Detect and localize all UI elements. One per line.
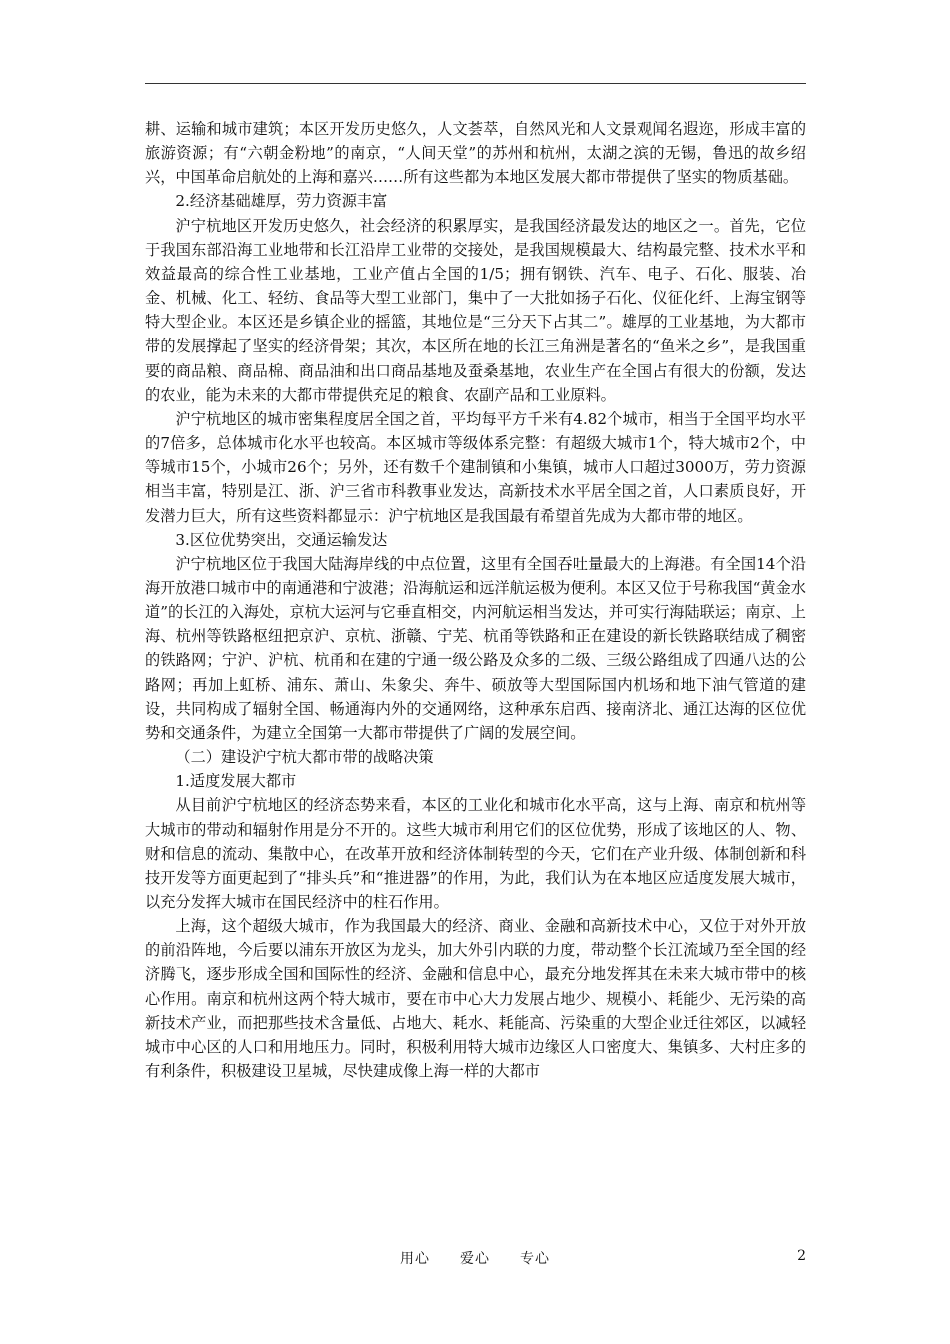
paragraph-shanghai: 上海，这个超级大城市，作为我国最大的经济、商业、金融和高新技术中心，又位于对外开放的前沿阵地，今后要以浦东开放区为龙头，加大外引内联的力度，带动整个长江流域乃至全国的经济腾飞，逐步形成全国和国际性的经济、金融和信息中心，最充分地发挥其在未来大城市带中的核心作用。南京和杭州这两个特大城市，要在市中心大力发展占地少、规模小、耗能少、无污染的高新技术产业，而把那些技术含量低、占地大、耗水、耗能高、污染重的大型企业迁往郊区，以减轻城市中心区的人口和用地压力。同时，积极利用特大城市边缘区人口密度大、集镇多、大村庄多的有利条件，积极建设卫星城，尽快建成像上海一样的大都市 bbox=[145, 917, 806, 1081]
paragraph-economy: 沪宁杭地区开发历史悠久，社会经济的积累厚实，是我国经济最发达的地区之一。首先，它位于我国东部沿海工业地带和长江沿岸工业带的交接处，是我国规模最大、结构最完整、技术水平和效益最高的综合性工业基地，工业产值占全国的1/5；拥有钢铁、汽车、电子、石化、服装、冶金、机械、化工、轻纺、食品等大型工业部门，集中了一大批如扬子石化、仪征化纤、上海宝钢等特大型企业。本区还是乡镇企业的摇篮，其地位是“三分天下占其二”。雄厚的工业基地，为大都市带的发展撑起了坚实的经济骨架；其次，本区所在地的长江三角洲是著名的“鱼米之乡”，是我国重要的商品粮、商品棉、商品油和出口商品基地及蚕桑基地，农业生产在全国占有很大的份额，发达的农业，能为未来的大都市带提供充足的粮食、农副产品和工业原料。 bbox=[145, 216, 806, 404]
subsection-heading-metropolis: 1.适度发展大都市 bbox=[175, 772, 297, 791]
section-heading-strategy: （二）建设沪宁杭大都市带的战略决策 bbox=[175, 748, 434, 767]
paragraph-continuation: 耕、运输和城市建筑；本区开发历史悠久，人文荟萃，自然风光和人文景观闻名遐迩，形成丰富的旅游资源；有“六朝金粉地”的南京，“人间天堂”的苏州和杭州，太湖之滨的无锡，鲁迅的故乡绍兴，中国革命启航处的上海和嘉兴……所有这些都为本地区发展大都市带提供了坚实的物质基础。 bbox=[145, 120, 806, 187]
paragraph-transport: 沪宁杭地区位于我国大陆海岸线的中点位置，这里有全国吞吐量最大的上海港。有全国14个沿海开放港口城市中的南通港和宁波港；沿海航运和远洋航运极为便利。本区又位于号称我国“黄金水道”的长江的入海处，京杭大运河与它垂直相交，内河航运相当发达，并可实行海陆联运；南京、上海、杭州等铁路枢纽把京沪、京杭、浙赣、宁芜、杭甬等铁路和正在建设的新长铁路联结成了稠密的铁路网；宁沪、沪杭、杭甬和在建的宁通一级公路及众多的二级、三级公路组成了四通八达的公路网；再加上虹桥、浦东、萧山、朱象尖、奔牛、硕放等大型国际国内机场和地下油气管道的建设，共同构成了辐射全国、畅通海内外的交通网络，这种承东启西、接南济北、通江达海的区位优势和交通条件，为建立全国第一大都市带提供了广阔的发展空间。 bbox=[145, 554, 806, 742]
paragraph-cities: 沪宁杭地区的城市密集程度居全国之首，平均每平方千米有4.82个城市，相当于全国平均水平的7倍多，总体城市化水平也较高。本区城市等级体系完整：有超级大城市1个，特大城市2个，中等城市15个，小城市26个；另外，还有数千个建制镇和小集镇，城市人口超过3000万，劳力资源相当丰富，特别是江、浙、沪三省市科教事业发达，高新技术水平居全国之首，人口素质良好，开发潜力巨大，所有这些资料都显示：沪宁杭地区是我国最有希望首先成为大都市带的地区。 bbox=[145, 409, 806, 525]
footer-motto: 用心 爱心 专心 bbox=[400, 1251, 550, 1267]
header-rule bbox=[145, 83, 806, 84]
paragraph-metropolis: 从目前沪宁杭地区的经济态势来看，本区的工业化和城市化水平高，这与上海、南京和杭州等大城市的带动和辐射作用是分不开的。这些大城市利用它们的区位优势，形成了该地区的人、物、财和信息的流动、集散中心，在改革开放和经济体制转型的今天，它们在产业升级、体制创新和科技开发等方面更起到了“排头兵”和“推进器”的作用，为此，我们认为在本地区应适度发展大城市，以充分发挥大城市在国民经济中的柱石作用。 bbox=[145, 796, 806, 911]
section-heading-location: 3.区位优势突出，交通运输发达 bbox=[175, 530, 388, 549]
document-body bbox=[145, 117, 806, 1083]
page-number: 2 bbox=[797, 1248, 806, 1264]
section-heading-economy: 2.经济基础雄厚，劳力资源丰富 bbox=[175, 192, 388, 211]
